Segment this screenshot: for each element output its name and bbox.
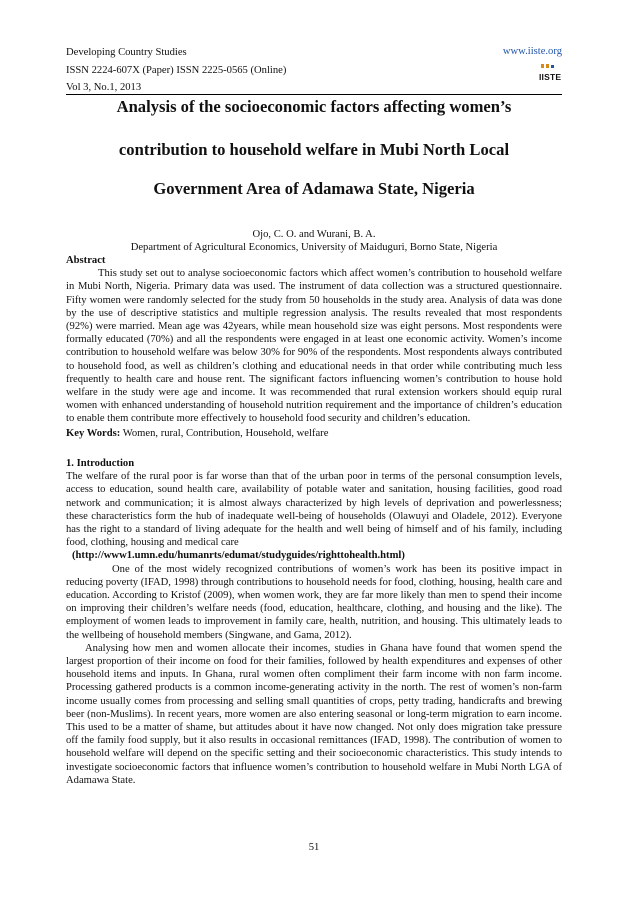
journal-volume: Vol 3, No.1, 2013 bbox=[66, 82, 142, 93]
abstract-text: This study set out to analyse socioeconomic factors which affect women’s contribution to household welfare in Mubi North, Nigeria. Primary data was used. The instrument of data collection was a structured questionnaire. Fifty women were randomly selected for the study from 50 households in the study area. Analysis of data was done by the use of descriptive statistics and multiple regression analysis. The results revealed that most respondents (92%) were married. Mean age was 42years, while mean household size was eight persons. Most respondents were formally educated (70%) and all the respondents were engaged in at least one economic activity. Women’s income contribution to household welfare was below 30% for 90% of the respondents. Most respondents always contributed to household food, as well as children’s clothing and educational needs in that order while contributing much less frequently to health care and house rent. The significant factors influencing women’s contribution to house hold welfare in the study were age and income. It was recommended that rural extension workers should equip rural women with enhanced understanding of household nutrition requirement and the importance of children’s education to enable them contribute more effectively to household food security and children’s education. bbox=[66, 268, 562, 425]
intro-paragraph-3: Analysing how men and women allocate their incomes, studies in Ghana have found that women spend the largest proportion of their income on food for their families, followed by health expenditures and expenses of other household items and inputs. In Ghana, rural women often compliment their farm income with non farm income. Processing gathered products is a common income-generating activity in the north. The rest of women’s non-farm income usually comes from processing and selling small quantities of crops, petty trading, handicrafts and brewing beer (non-Muslims). In recent years, more women are also entering seasonal or long-term migration to earn income. This used to be a matter of shame, but attitudes about it have now changed. Not only does migration take pressure off the family food supply, but it also results in occasional remittances (IFAD, 1998). The contribution of women to household welfare will depend on the specific setting and their socioeconomic characteristics. This study intends to investigate socioeconomic factors that influence women’s contribution to household welfare in Mubi North LGA of Adamawa State. bbox=[66, 642, 562, 786]
keywords-label: Key Words: bbox=[66, 427, 121, 439]
authors: Ojo, C. O. and Wurani, B. A. bbox=[252, 229, 376, 240]
abstract-section bbox=[66, 254, 562, 440]
iiste-logo-icon bbox=[539, 64, 561, 82]
title-line-1: Analysis of the socioeconomic factors affecting women’s bbox=[116, 97, 512, 116]
header-divider bbox=[66, 94, 562, 95]
keywords: Women, rural, Contribution, Household, welfare bbox=[122, 427, 329, 439]
logo-text: IISTE bbox=[539, 72, 561, 82]
journal-issn: ISSN 2224-607X (Paper) ISSN 2225-0565 (Online) bbox=[66, 65, 287, 76]
introduction-section bbox=[66, 457, 562, 787]
page-number: 51 bbox=[308, 842, 320, 853]
introduction-heading: 1. Introduction bbox=[66, 458, 135, 469]
abstract-heading: Abstract bbox=[66, 255, 106, 266]
title-line-2: contribution to household welfare in Mubi North Local bbox=[118, 140, 510, 159]
title-line-3: Government Area of Adamawa State, Nigeria bbox=[153, 179, 475, 198]
journal-url-link[interactable]: www.iiste.org bbox=[502, 46, 562, 57]
intro-paragraph-2: One of the most widely recognized contributions of women’s work has been its positive impact in reducing poverty (IFAD, 1998) through contributions to household needs for food, clothing, housing, health care and education. According to Kristof (2009), when women work, they are far more likely than men to spend their income on improving their children’s welfare needs (food, education, healthcare, clothing, and housing and the like). The employment of women leads to improvement in family care, health, nutrition, and housing. This ultimately leads to the wellbeing of household members (Singwane, and Gama, 2012). bbox=[66, 563, 562, 641]
keywords-line bbox=[66, 427, 562, 440]
affiliation: Department of Agricultural Economics, University of Maiduguri, Borno State, Nigeria bbox=[130, 242, 498, 253]
intro-paragraph-1: The welfare of the rural poor is far worse than that of the urban poor in terms of the personal consumption levels, access to education, sound health care, availability of potable water and sanitation, housing facilities, good road network and communication; it is almost always characterized by high levels of deprivation and powerlessness; these characteristics form the hub of inadequate well-being of households (Olawuyi and Oladele, 2012). Everyone has the right to a standard of living adequate for the health and well being of himself and of his family, including food, clothing, housing and medical care bbox=[66, 471, 562, 549]
journal-name: Developing Country Studies bbox=[66, 47, 187, 58]
intro-url[interactable]: (http://www1.umn.edu/humanrts/edumat/studyguides/righttohealth.html) bbox=[72, 550, 405, 562]
